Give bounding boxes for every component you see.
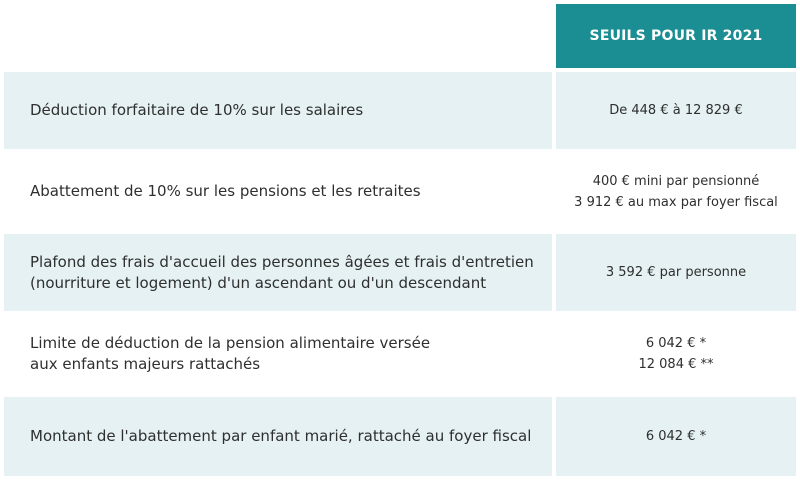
row-label-text: Plafond des frais d'accueil des personnes âgées et frais d'entretien — [30, 252, 534, 271]
row-label-text: Montant de l'abattement par enfant marié, rattaché au foyer fiscal — [30, 427, 532, 445]
table-row — [0, 153, 800, 230]
row-value-text: 3 592 € par personne — [605, 265, 747, 280]
row-value — [556, 397, 796, 476]
row-value-text: 400 € mini par pensionné — [592, 173, 760, 189]
table-row — [0, 315, 800, 393]
row-label — [4, 397, 552, 476]
row-label — [4, 72, 552, 149]
table-row — [0, 72, 800, 149]
row-label-text: Abattement de 10% sur les pensions et les retraites — [30, 182, 421, 200]
row-value-text: 6 042 € * — [645, 336, 707, 351]
header-empty-cell — [0, 0, 552, 68]
row-label-text: (nourriture et logement) d'un ascendant ou d'un descendant — [30, 273, 487, 292]
row-value — [556, 72, 796, 149]
row-label-text: Limite de déduction de la pension alimentaire versée — [30, 334, 431, 352]
table-row — [0, 397, 800, 476]
row-label — [4, 153, 552, 230]
table-header-row — [0, 0, 800, 68]
row-value — [556, 315, 796, 393]
column-header-seuils: SEUILS POUR IR 2021 — [556, 4, 796, 68]
row-value-text: 6 042 € * — [645, 429, 707, 444]
row-value — [556, 153, 796, 230]
row-value-text: 3 912 € au max par foyer fiscal — [574, 194, 778, 210]
row-label — [4, 315, 552, 393]
row-label-text: aux enfants majeurs rattachés — [30, 355, 261, 373]
row-value-text: De 448 € à 12 829 € — [609, 103, 743, 118]
row-label — [4, 234, 552, 311]
row-value-text: 12 084 € ** — [638, 357, 714, 372]
row-value — [556, 234, 796, 311]
table-row — [0, 234, 800, 311]
row-label-text: Déduction forfaitaire de 10% sur les salaires — [30, 101, 364, 119]
